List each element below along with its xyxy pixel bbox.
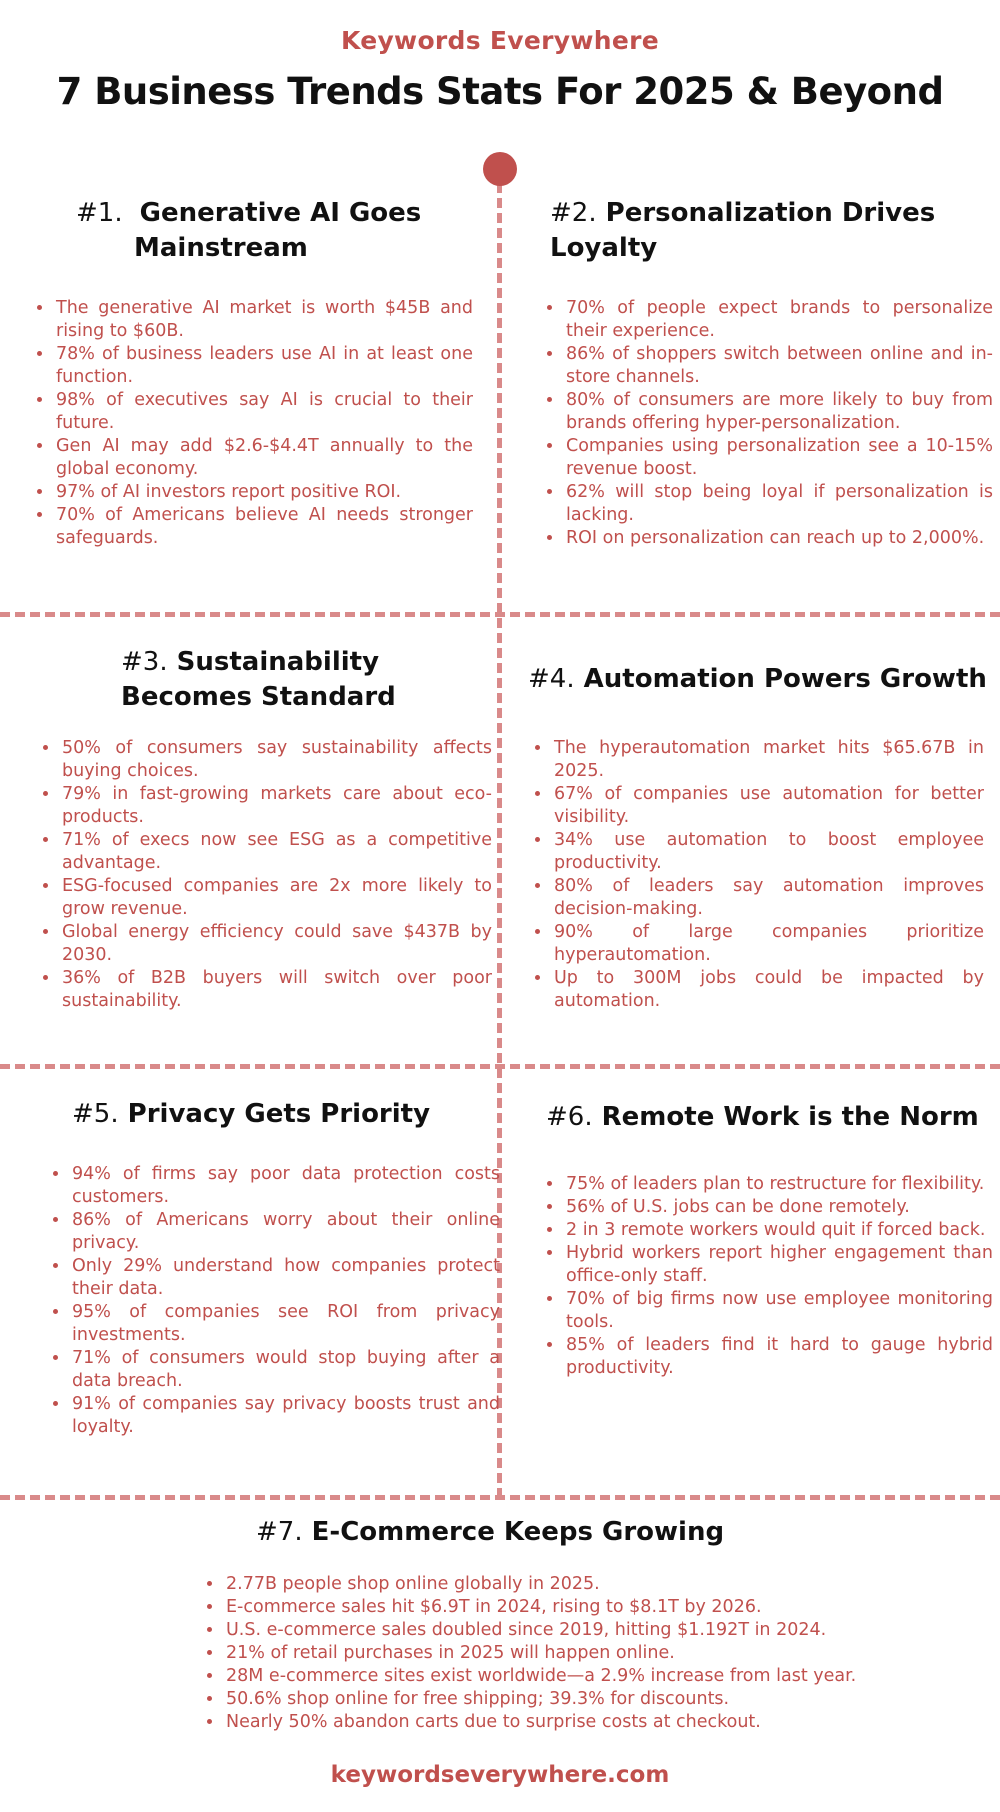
section-5-title-line1: Privacy Gets Priority — [127, 1099, 431, 1129]
section-2-number: #2. — [550, 198, 597, 228]
section-7-heading — [256, 1515, 724, 1550]
horizontal-divider-3 — [0, 1495, 1000, 1500]
section-3-number: #3. — [121, 647, 168, 677]
list-item: • The hyperautomation market hits $65.67B in 2025. — [552, 737, 984, 783]
list-item: • 50% of consumers say sustainability affects buying choices. — [60, 737, 492, 783]
list-item: • 78% of business leaders use AI in at least one function. — [54, 343, 473, 389]
section-1-title-line2: Mainstream — [134, 233, 308, 263]
section-5-number: #5. — [72, 1099, 119, 1129]
list-item: • 86% of Americans worry about their online privacy. — [70, 1209, 500, 1255]
section-6-title-line1: Remote Work is the Norm — [601, 1102, 979, 1132]
list-item: • 80% of consumers are more likely to buy from brands offering hyper-personalization. — [564, 389, 993, 435]
section-4-heading — [528, 662, 987, 697]
section-7-number: #7. — [256, 1517, 303, 1547]
list-item: • The generative AI market is worth $45B and rising to $60B. — [54, 297, 473, 343]
section-4-title-line1: Automation Powers Growth — [583, 664, 987, 694]
section-3-list — [36, 737, 492, 1013]
list-item: • Gen AI may add $2.6-$4.4T annually to the global economy. — [54, 435, 473, 481]
list-item: • 95% of companies see ROI from privacy investments. — [70, 1301, 500, 1347]
horizontal-divider-1 — [0, 612, 1000, 617]
list-item: • 98% of executives say AI is crucial to their future. — [54, 389, 473, 435]
section-3-title-line2: Becomes Standard — [121, 682, 396, 712]
list-item: • Nearly 50% abandon carts due to surprise costs at checkout. — [224, 1711, 924, 1734]
list-item: • Only 29% understand how companies protect their data. — [70, 1255, 500, 1301]
list-item: • 70% of Americans believe AI needs stronger safeguards. — [54, 504, 473, 550]
section-2-heading — [550, 196, 935, 266]
list-item: • 21% of retail purchases in 2025 will happen online. — [224, 1642, 924, 1665]
list-item: • 75% of leaders plan to restructure for flexibility. — [564, 1173, 993, 1196]
list-item: • 90% of large companies prioritize hyperautomation. — [552, 921, 984, 967]
section-1-number: #1. — [76, 198, 123, 228]
section-5-heading — [72, 1097, 430, 1132]
list-item: • 80% of leaders say automation improves decision-making. — [552, 875, 984, 921]
list-item: • 28M e-commerce sites exist worldwide—a 2.9% increase from last year. — [224, 1665, 924, 1688]
list-item: • 91% of companies say privacy boosts trust and loyalty. — [70, 1393, 500, 1439]
brand-name: Keywords Everywhere — [340, 26, 660, 55]
list-item: • 2 in 3 remote workers would quit if forced back. — [564, 1219, 993, 1242]
section-1-heading — [76, 196, 421, 266]
list-item: • 79% in fast-growing markets care about eco-products. — [60, 783, 492, 829]
list-item: • Companies using personalization see a 10-15% revenue boost. — [564, 435, 993, 481]
section-6-heading — [546, 1100, 979, 1135]
section-2-title-line1: Personalization Drives — [605, 198, 936, 228]
section-2-title-line2: Loyalty — [550, 233, 658, 263]
list-item: • 67% of companies use automation for better visibility. — [552, 783, 984, 829]
list-item: • Global energy efficiency could save $437B by 2030. — [60, 921, 492, 967]
list-item: • 34% use automation to boost employee productivity. — [552, 829, 984, 875]
list-item: • 71% of execs now see ESG as a competitive advantage. — [60, 829, 492, 875]
section-1-title-line1: Generative AI Goes — [139, 198, 422, 228]
list-item: • 2.77B people shop online globally in 2025. — [224, 1573, 924, 1596]
list-item: • U.S. e-commerce sales doubled since 2019, hitting $1.192T in 2024. — [224, 1619, 924, 1642]
list-item: • 70% of people expect brands to personalize their experience. — [564, 297, 993, 343]
section-6-list — [540, 1173, 993, 1380]
footer-url: keywordseverywhere.com — [330, 1762, 670, 1788]
list-item: • ROI on personalization can reach up to 2,000%. — [564, 527, 993, 550]
section-4-number: #4. — [528, 664, 575, 694]
list-item: • 56% of U.S. jobs can be done remotely. — [564, 1196, 993, 1219]
page-title: 7 Business Trends Stats For 2025 & Beyond — [56, 70, 944, 113]
section-5-list — [46, 1163, 500, 1439]
list-item: • 70% of big firms now use employee monitoring tools. — [564, 1288, 993, 1334]
list-item: • 85% of leaders find it hard to gauge hybrid productivity. — [564, 1334, 993, 1380]
section-7-title-line1: E-Commerce Keeps Growing — [311, 1517, 725, 1547]
list-item: • 62% will stop being loyal if personalization is lacking. — [564, 481, 993, 527]
list-item: • ESG-focused companies are 2x more likely to grow revenue. — [60, 875, 492, 921]
section-4-list — [528, 737, 984, 1013]
list-item: • 97% of AI investors report positive ROI. — [54, 481, 473, 504]
list-item: • 86% of shoppers switch between online and in-store channels. — [564, 343, 993, 389]
list-item: • Hybrid workers report higher engagement than office-only staff. — [564, 1242, 993, 1288]
list-item: • 71% of consumers would stop buying after a data breach. — [70, 1347, 500, 1393]
list-item: • 50.6% shop online for free shipping; 39.3% for discounts. — [224, 1688, 924, 1711]
section-7-list — [200, 1573, 924, 1734]
section-1-list — [30, 297, 473, 550]
section-2-list — [540, 297, 993, 550]
list-item: • 36% of B2B buyers will switch over poor sustainability. — [60, 967, 492, 1013]
section-3-title-line1: Sustainability — [176, 647, 380, 677]
section-6-number: #6. — [546, 1102, 593, 1132]
section-3-heading — [121, 645, 396, 715]
timeline-dot — [483, 152, 517, 186]
list-item: • E-commerce sales hit $6.9T in 2024, rising to $8.1T by 2026. — [224, 1596, 924, 1619]
list-item: • Up to 300M jobs could be impacted by automation. — [552, 967, 984, 1013]
horizontal-divider-2 — [0, 1064, 1000, 1069]
list-item: • 94% of firms say poor data protection costs customers. — [70, 1163, 500, 1209]
